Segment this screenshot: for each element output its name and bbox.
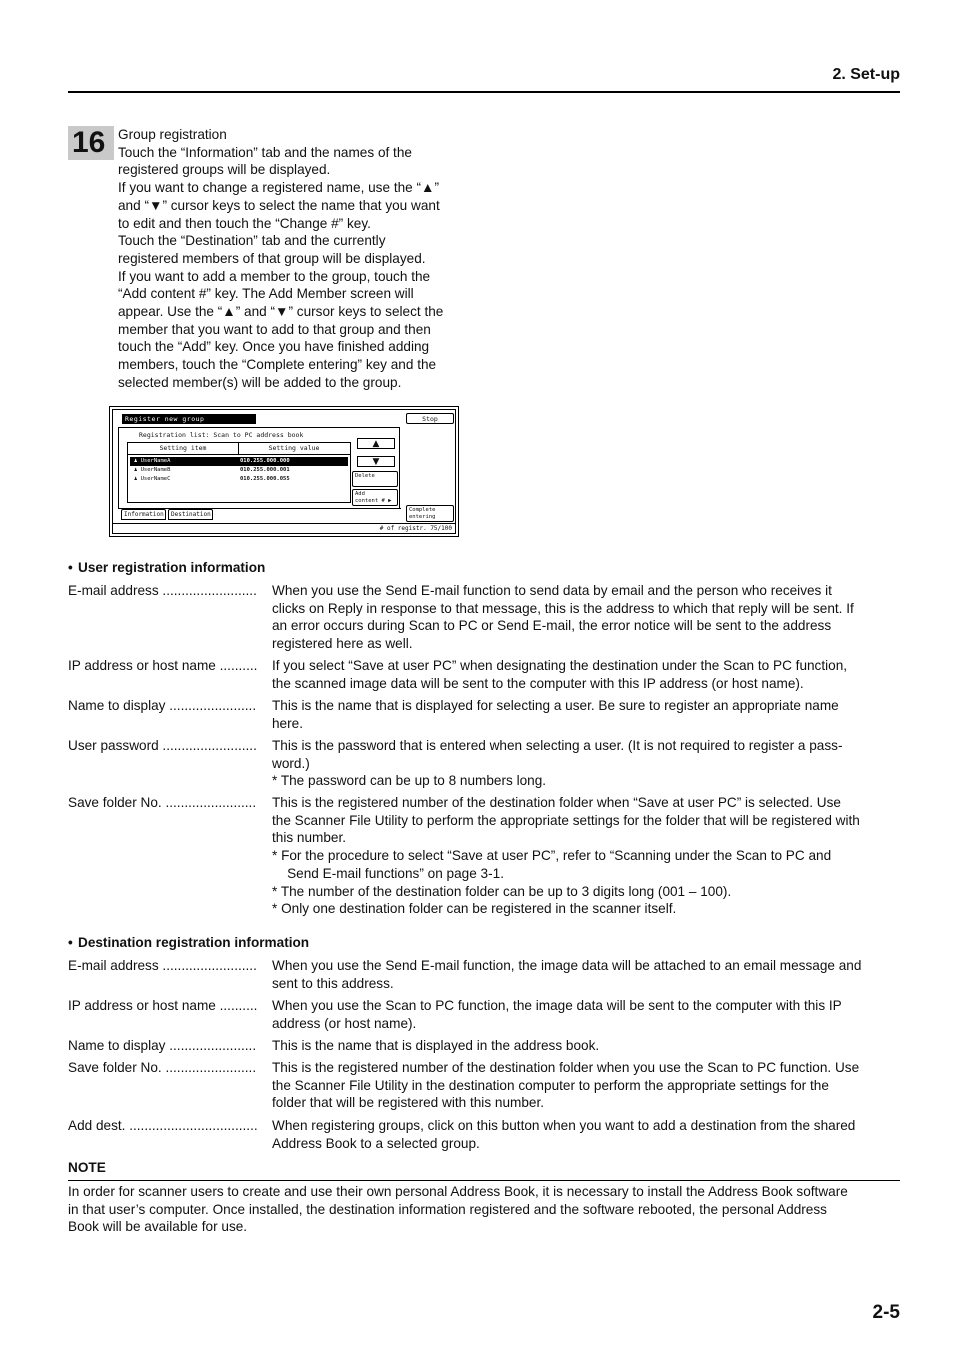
step-line: Touch the “Destination” tab and the currently [118,233,386,249]
step-line: registered groups will be displayed. [118,162,331,178]
registration-count: # of registr. 75/100 [379,525,452,532]
step-line: Touch the “Information” tab and the names of the [118,144,412,160]
note-text: In order for scanner users to create and use their own personal Address Book, it is necessary to install the Address Book software in that user’s computer. Once installed, the destination information registered and the software rebooted, the personal Address Book will be available for use. [68,1184,848,1235]
step-line: “Add content #” key. The Add Member screen will [118,286,414,302]
step-line: If you want to add a member to the group, touch the [118,268,431,284]
tab-destination[interactable]: Destination [168,509,213,520]
page-header [68,66,900,93]
page-number: 2-5 [872,1302,900,1323]
entry-description: This is the registered number of the destination folder when you use the Scan to PC function. Use the Scanner File Utility in the destination computer to perform the appropriate settings for the folder that will be registered with this number. [272,1060,860,1111]
step-instructions [118,126,463,392]
table-row[interactable] [130,475,348,484]
col-setting-value: Setting value [268,444,320,452]
tab-divider [213,508,401,509]
step-line: touch the “Add” key. Once you have finished adding [118,339,430,355]
user-icon-name: ♟ UserNameA [134,458,171,464]
screen-title: Register new group [122,414,256,424]
tab-information[interactable]: Information [121,509,166,520]
panel-screen-illustration [109,406,459,537]
entry-description: If you select “Save at user PC” when designating the destination under the Scan to PC function, the scanned image data will be sent to the computer with this IP address (or host name). [272,658,848,691]
entry-description: When registering groups, click on this button when you want to add a destination from the shared Address Book to a selected group. [272,1118,856,1151]
dest-info-heading: • Destination registration information [68,935,310,950]
cursor-down-button[interactable]: ▼ [357,456,395,467]
entry-term: Save folder No. ........................ [68,1060,257,1075]
step-line: member that you want to add to that group and then [118,321,431,337]
entry-term: IP address or host name .......... [68,998,258,1013]
entry-description: When you use the Scan to PC function, the image data will be sent to the computer with this IP address (or host name). [272,998,842,1031]
table-row[interactable] [130,466,348,475]
add-content-button[interactable]: Add content # ▶ [352,489,398,506]
table-header [128,443,350,455]
status-bar [113,523,455,534]
row-value: 010.255.000.001 [240,467,290,473]
note-divider [68,1180,900,1181]
entry-term: Save folder No. ........................ [68,795,257,810]
entry-term: Name to display ....................... [68,1038,257,1053]
step-line: and “▼” cursor keys to select the name that you want [118,197,440,213]
entry-term: IP address or host name .......... [68,658,258,673]
screen-frame [112,409,456,534]
stop-button[interactable]: Stop [406,413,454,424]
registration-list-label: Registration list: Scan to PC address book [139,431,304,439]
entry-description: This is the password that is entered when selecting a user. (It is not required to register a pass- word.) * The password can be up to 8 numbers long. [272,738,843,789]
complete-entering-button[interactable]: Complete entering [406,505,454,522]
entry-description: This is the name that is displayed in the address book. [272,1038,600,1053]
step-line: appear. Use the “▲” and “▼” cursor keys to select the [118,304,444,320]
section-title: 2. Set-up [832,66,900,83]
step-number: 16 [68,126,114,160]
user-info-heading: • User registration information [68,560,266,575]
col-setting-item: Setting item [128,443,239,454]
step-line: registered members of that group will be displayed. [118,250,426,266]
note-title: NOTE [68,1160,106,1175]
step-line: members, touch the “Complete entering” key and the [118,357,437,373]
entry-term: User password ......................... [68,738,257,753]
step-line: to edit and then touch the “Change #” key. [118,215,371,231]
entry-description: This is the name that is displayed for selecting a user. Be sure to register an appropriate name here. [272,698,839,731]
cursor-up-button[interactable]: ▲ [357,438,395,449]
user-icon-name: ♟ UserNameB [134,467,171,473]
entry-description: This is the registered number of the destination folder when “Save at user PC” is selected. Use the Scanner File Utility to perform the appropriate settings for the folder that will be registered with this number. * For the procedure to select “Save at user PC”, refer to “Scanning under the Scan to PC and Send E-mail functions” on page 3-1. * The number of the destination folder can be up to 3 digits long (001 – 100). * Only one destination folder can be registered in the scanner itself. [272,795,860,917]
entry-description: When you use the Send E-mail function to send data by email and the person who receives it clicks on Reply in response to that message, this is the address to which that reply will be sent. If an error occurs during Scan to PC or Send E-mail, the error notice will be sent to the address registered here as well. [272,583,854,652]
entry-term: Name to display ....................... [68,698,257,713]
step-line: selected member(s) will be added to the group. [118,374,402,390]
table-row[interactable] [130,457,348,466]
entry-description: When you use the Send E-mail function, the image data will be attached to an email message and sent to this address. [272,958,862,991]
entry-term: E-mail address ......................... [68,583,257,598]
registration-panel [118,427,400,509]
step-line: Group registration [118,127,227,142]
row-value: 010.255.000.055 [240,476,290,482]
delete-button[interactable]: Delete [352,471,398,487]
entry-term: E-mail address ......................... [68,958,257,973]
row-value: 010.255.000.000 [240,458,290,464]
registration-table [127,442,351,503]
entry-term: Add dest. .................................. [68,1118,258,1133]
user-icon-name: ♟ UserNameC [134,476,171,482]
step-line: If you want to change a registered name, use the “▲” [118,180,439,196]
